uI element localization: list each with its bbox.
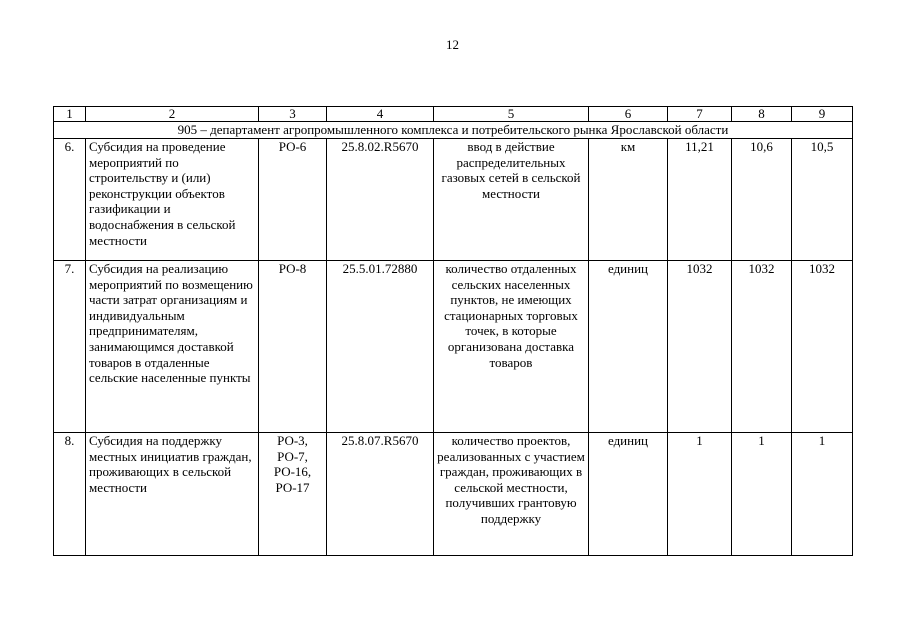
value-col9: 1 (792, 433, 853, 556)
indicator-name: количество отдаленных сельских населенных пунктов, не имеющих стационарных торговых точек, в которые организована доставка товаров (434, 261, 589, 433)
department-heading: 905 – департамент агропромышленного комплекса и потребительского рынка Ярославской области (54, 122, 853, 139)
budget-code: 25.8.07.R5670 (327, 433, 434, 556)
budget-code: 25.5.01.72880 (327, 261, 434, 433)
value-col7: 11,21 (668, 139, 732, 261)
value-col7: 1032 (668, 261, 732, 433)
indicator-name: ввод в действие распределительных газовых сетей в сельской местности (434, 139, 589, 261)
value-col9: 1032 (792, 261, 853, 433)
row-number: 7. (54, 261, 86, 433)
indicators-table (53, 106, 853, 556)
table-row (54, 261, 853, 433)
department-heading-row (54, 122, 853, 139)
column-number-row (54, 107, 853, 122)
subsidy-name: Субсидия на реализацию мероприятий по возмещению части затрат организациям и индивидуальным предпринимателям, занимающимся доставкой товаров в отдаленные сельские населенные пункты (86, 261, 259, 433)
column-number-cell: 8 (732, 107, 792, 122)
budget-code: 25.8.02.R5670 (327, 139, 434, 261)
program-code: РО-8 (259, 261, 327, 433)
row-number: 8. (54, 433, 86, 556)
unit: км (589, 139, 668, 261)
program-code: РО-3, РО-7, РО-16, РО-17 (259, 433, 327, 556)
column-number-cell: 5 (434, 107, 589, 122)
unit: единиц (589, 433, 668, 556)
value-col9: 10,5 (792, 139, 853, 261)
page-number: 12 (446, 37, 459, 52)
program-code: РО-6 (259, 139, 327, 261)
column-number-cell: 1 (54, 107, 86, 122)
subsidy-name: Субсидия на поддержку местных инициатив граждан, проживающих в сельской местности (86, 433, 259, 556)
subsidy-name: Субсидия на проведение мероприятий по строительству и (или) реконструкции объектов газификации и водоснабжения в сельской местности (86, 139, 259, 261)
value-col8: 10,6 (732, 139, 792, 261)
column-number-cell: 2 (86, 107, 259, 122)
row-number: 6. (54, 139, 86, 261)
column-number-cell: 6 (589, 107, 668, 122)
column-number-cell: 9 (792, 107, 853, 122)
indicator-name: количество проектов, реализованных с участием граждан, проживающих в сельской местности, получивших грантовую поддержку (434, 433, 589, 556)
column-number-cell: 4 (327, 107, 434, 122)
column-number-cell: 3 (259, 107, 327, 122)
column-number-cell: 7 (668, 107, 732, 122)
value-col8: 1032 (732, 261, 792, 433)
unit: единиц (589, 261, 668, 433)
table-row (54, 139, 853, 261)
value-col8: 1 (732, 433, 792, 556)
table-row (54, 433, 853, 556)
value-col7: 1 (668, 433, 732, 556)
